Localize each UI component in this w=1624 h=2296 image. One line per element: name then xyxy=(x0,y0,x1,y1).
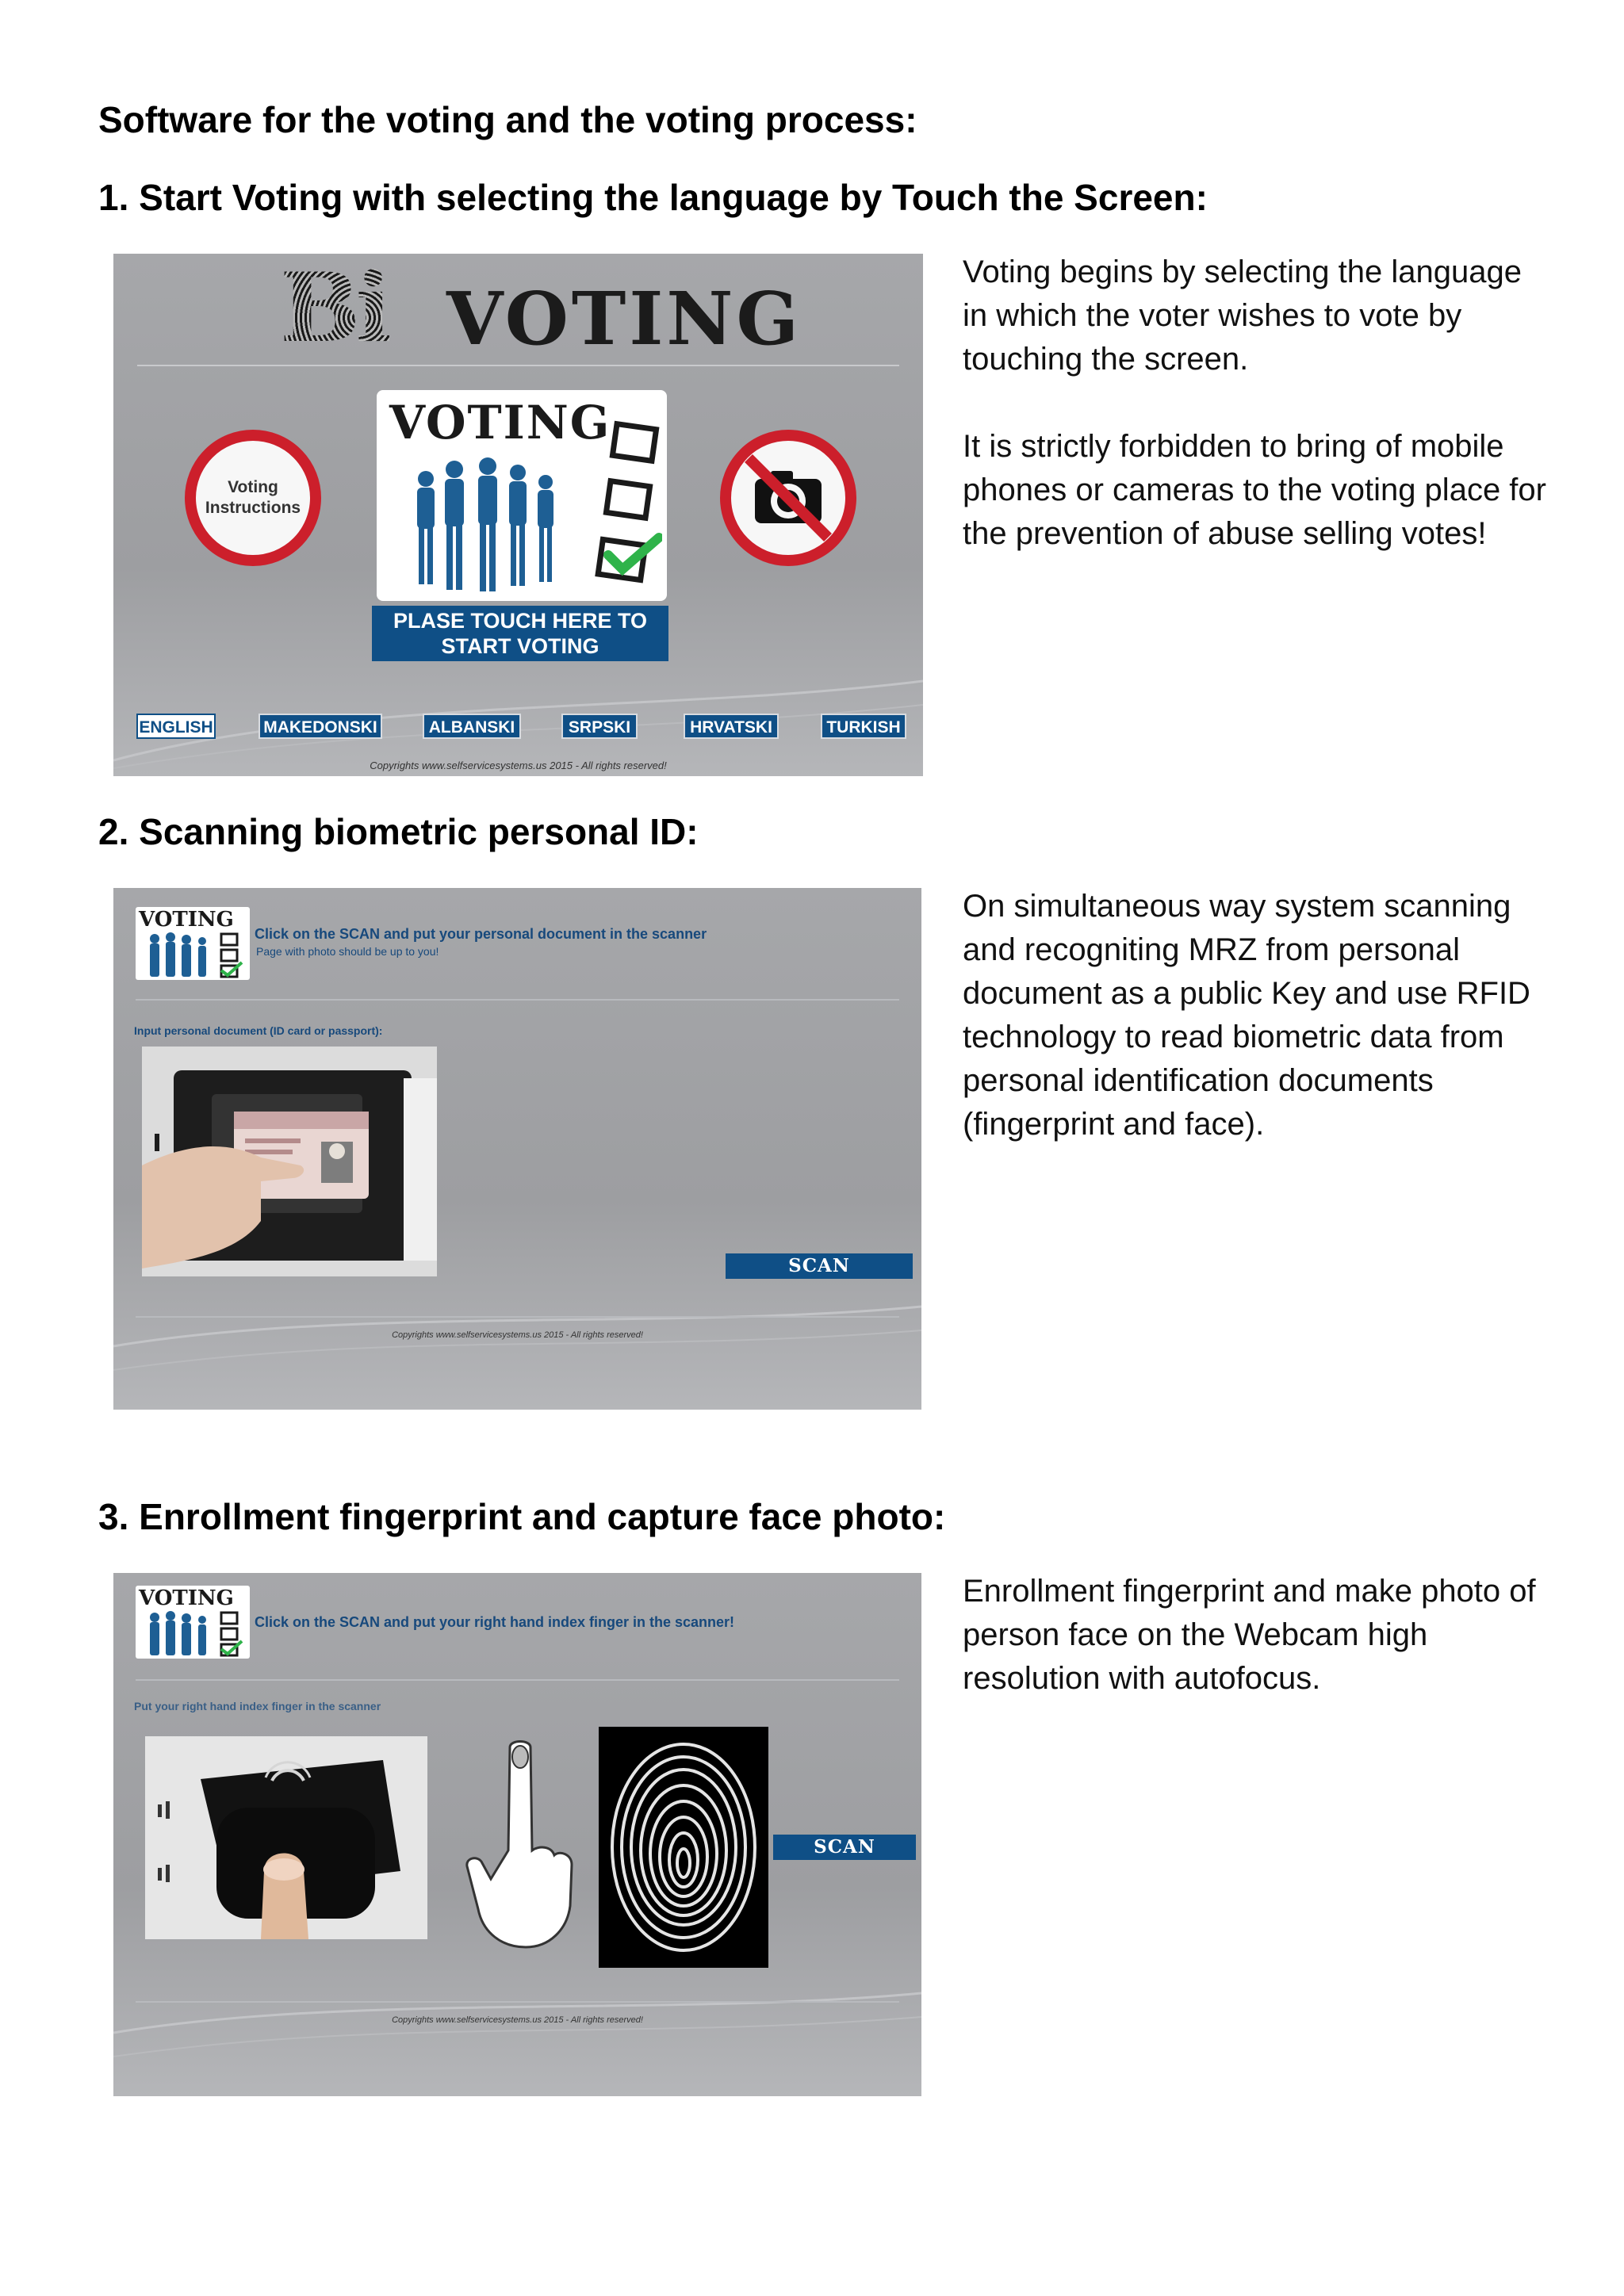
scan-sub-instruction: Page with photo should be up to you! xyxy=(256,945,439,958)
copyright-text: Copyrights www.selfservicesystems.us 2015 - All rights reserved! xyxy=(392,2015,643,2025)
start-voting-card[interactable] xyxy=(377,390,667,601)
language-button-english[interactable]: ENGLISH xyxy=(136,714,216,739)
checkbox-icon xyxy=(591,419,662,596)
step1-paragraph-1: Voting begins by selecting the language in which the voter wishes to vote by touching the screen. xyxy=(963,254,1522,377)
language-button-albanski[interactable]: ALBANSKI xyxy=(423,714,521,739)
fingerprint-instruction: Click on the SCAN and put your right hand index finger in the scanner! xyxy=(255,1614,735,1630)
fingerprint-icon xyxy=(599,1727,768,1968)
language-button-srpski[interactable]: SRPSKI xyxy=(561,714,638,739)
header-divider xyxy=(136,1679,899,1681)
page-title: Software for the voting and the voting process: xyxy=(98,99,917,140)
index-finger-icon xyxy=(462,1739,581,1954)
scan-button[interactable]: SCAN xyxy=(773,1835,916,1860)
step1-paragraph-2: It is strictly forbidden to bring of mobile phones or cameras to the voting place for the prevention of abuse selling votes! xyxy=(963,429,1546,551)
step3-heading: 3. Enrollment fingerprint and capture face photo: xyxy=(98,1496,946,1537)
scan-instruction: Click on the SCAN and put your personal document in the scanner xyxy=(255,926,707,942)
footer-divider xyxy=(136,1316,899,1318)
header-divider xyxy=(136,999,899,1001)
bi-fingerprint-logo: Bi xyxy=(280,262,439,355)
language-button-makedonski[interactable]: MAKEDONSKI xyxy=(259,714,382,739)
logo-voting-word: VOTING xyxy=(446,276,802,362)
fingerprint-screen xyxy=(113,1573,921,2096)
step1-heading: 1. Start Voting with selecting the language by Touch the Screen: xyxy=(98,177,1208,218)
step2-paragraph: On simultaneous way system scanning and recogniting MRZ from personal document as a public Key and use RFID technology to read biometric data from personal identification documents (fingerprint and face). xyxy=(963,889,1530,1142)
fingerprint-scanner-icon xyxy=(145,1736,427,1939)
step2-heading: 2. Scanning biometric personal ID: xyxy=(98,811,699,852)
voting-mini-logo xyxy=(136,1586,250,1659)
copyright-text: Copyrights www.selfservicesystems.us 2015 - All rights reserved! xyxy=(392,1330,643,1340)
id-scan-screen xyxy=(113,888,921,1410)
voting-mini-logo xyxy=(136,907,250,980)
step1-description xyxy=(963,251,1549,556)
step3-paragraph: Enrollment fingerprint and make photo of person face on the Webcam high resolution with autofocus. xyxy=(963,1574,1536,1696)
mini-logo-title: VOTING xyxy=(139,1586,234,1610)
scanner-device-icon xyxy=(142,1047,437,1276)
scan-button[interactable]: SCAN xyxy=(726,1253,913,1279)
voters-group-icon xyxy=(139,1611,247,1657)
voters-group-icon xyxy=(399,455,565,595)
start-voting-button[interactable]: PLASE TOUCH HERE TO START VOTING xyxy=(372,606,668,661)
card-voting-title: VOTING xyxy=(389,396,611,450)
step2-description xyxy=(963,885,1549,1146)
background-swoosh xyxy=(113,1299,921,1410)
voting-instructions-button[interactable] xyxy=(185,430,321,566)
finger-input-label: Put your right hand index finger in the scanner xyxy=(134,1700,381,1712)
language-selection-screen xyxy=(113,254,923,776)
step3-description xyxy=(963,1570,1549,1701)
mini-logo-title: VOTING xyxy=(139,908,234,932)
voting-instructions-label: Voting Instructions xyxy=(205,478,301,517)
footer-divider xyxy=(136,2001,899,2003)
input-document-label: Input personal document (ID card or passport): xyxy=(134,1024,383,1037)
language-button-hrvatski[interactable]: HRVATSKI xyxy=(684,714,779,739)
header-divider xyxy=(137,365,899,366)
no-camera-icon xyxy=(720,430,856,566)
copyright-text: Copyrights www.selfservicesystems.us 2015 - All rights reserved! xyxy=(370,760,667,771)
language-button-turkish[interactable]: TURKISH xyxy=(821,714,906,739)
voters-group-icon xyxy=(139,932,247,978)
